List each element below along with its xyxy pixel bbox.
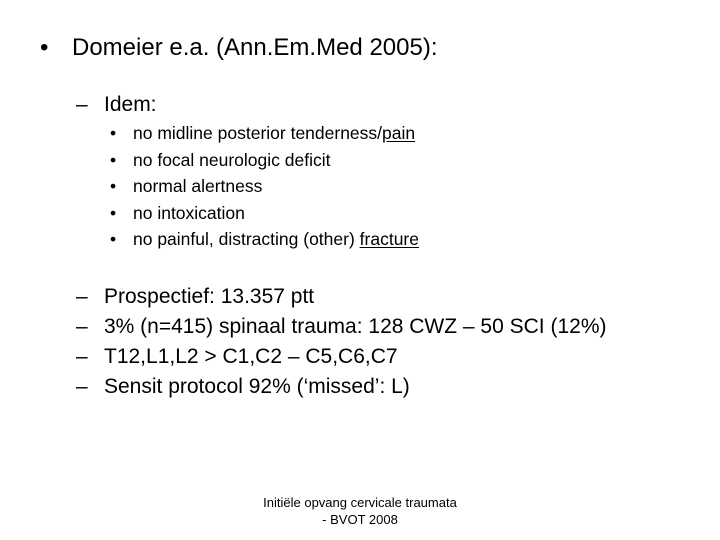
criteria-text [133, 147, 330, 174]
criteria-text [133, 226, 419, 253]
finding-text: T12,L1,L2 > C1,C2 – C5,C6,C7 [104, 345, 398, 368]
finding-dash: – [76, 285, 88, 308]
finding-text: 3% (n=415) spinaal trauma: 128 CWZ – 50 SCI (12%) [104, 315, 607, 338]
finding-dash: – [76, 315, 88, 338]
criteria-bullet: • [110, 229, 117, 249]
slide-footer [230, 494, 490, 528]
finding-text: Prospectief: 13.357 ptt [104, 285, 315, 308]
finding-dash: – [76, 345, 88, 368]
criteria-text [133, 173, 262, 200]
criteria-text-plain: no intoxication [133, 202, 245, 223]
idem-heading: Idem: [104, 93, 157, 116]
criteria-text-underlined: fracture [359, 229, 419, 249]
criteria-bullet: • [110, 176, 117, 196]
footer-line-2: - BVOT 2008 [322, 512, 398, 527]
criteria-text-plain: no midline posterior tenderness/ [133, 123, 383, 143]
criteria-text-plain: normal alertness [133, 176, 263, 196]
idem-dash: – [76, 93, 88, 116]
criteria-text [133, 120, 415, 147]
criteria-text-underlined: pain [382, 123, 416, 143]
criteria-text [133, 200, 245, 227]
title-bullet: • [40, 34, 49, 61]
criteria-text-plain: no painful, distracting (other) [133, 229, 360, 249]
criteria-bullet: • [110, 149, 117, 170]
criteria-text-plain: no focal neurologic deficit [133, 149, 331, 170]
finding-text: Sensit protocol 92% (‘missed’: L) [104, 375, 410, 398]
finding-dash: – [76, 375, 88, 398]
footer-line-1: Initiële opvang cervicale traumata [263, 495, 457, 510]
criteria-bullet: • [110, 202, 117, 223]
criteria-bullet: • [110, 123, 117, 143]
slide-title: Domeier e.a. (Ann.Em.Med 2005): [72, 34, 438, 61]
